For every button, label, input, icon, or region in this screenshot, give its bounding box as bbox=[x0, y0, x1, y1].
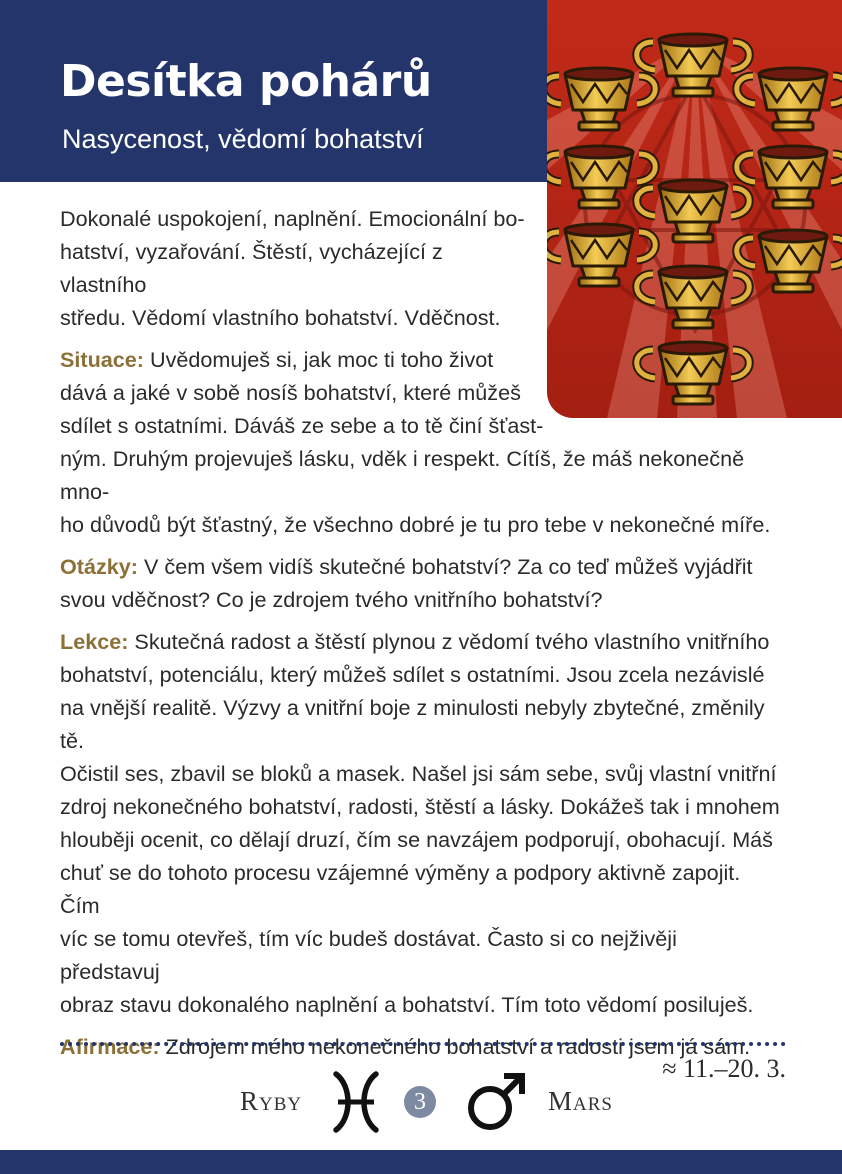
affirmation-label: Afirmace: bbox=[60, 1034, 160, 1059]
situation-line: ným. Druhým projevuješ lásku, vděk i respekt. Cítíš, že máš nekonečně mno- bbox=[60, 446, 745, 504]
pisces-icon bbox=[330, 1070, 382, 1139]
card-description bbox=[60, 202, 780, 1072]
situation-line: ho důvodů být šťastný, že všechno dobré je tu pro tebe v nekonečné míře. bbox=[60, 512, 771, 537]
affirmation-text: Zdrojem mého nekonečného bohatství a radosti jsem já sám. bbox=[165, 1034, 751, 1059]
mars-icon bbox=[464, 1070, 530, 1139]
lesson-line: Očistil ses, zbavil se bloků a masek. Našel jsi sám sebe, svůj vlastní vnitřní bbox=[60, 761, 777, 786]
questions-line: svou vděčnost? Co je zdrojem tvého vnitřního bohatství? bbox=[60, 587, 603, 612]
title-banner bbox=[0, 0, 547, 182]
lesson-paragraph bbox=[60, 625, 780, 1021]
questions-paragraph bbox=[60, 550, 780, 616]
lesson-line: hlouběji ocenit, co dělají druzí, čím se navzájem podporují, obohacují. Máš bbox=[60, 827, 773, 852]
situation-line: Uvědomuješ si, jak moc ti toho život bbox=[150, 347, 494, 372]
situation-line: dává a jaké v sobě nosíš bohatství, které můžeš bbox=[60, 380, 521, 405]
footer-divider bbox=[60, 1042, 786, 1046]
bottom-bar bbox=[0, 1150, 842, 1174]
lesson-line: víc se tomu otevřeš, tím víc budeš dostávat. Často si co nejživěji představuj bbox=[60, 926, 677, 984]
lesson-label: Lekce: bbox=[60, 629, 129, 654]
intro-line: středu. Vědomí vlastního bohatství. Vděčnost. bbox=[60, 305, 501, 330]
questions-label: Otázky: bbox=[60, 554, 139, 579]
card-subtitle: Nasycenost, vědomí bohatství bbox=[62, 124, 424, 154]
lesson-line: zdroj nekonečného bohatství, radosti, štěstí a lásky. Dokážeš tak i mnohem bbox=[60, 794, 780, 819]
date-range: ≈ 11.–20. 3. bbox=[662, 1054, 786, 1083]
questions-line: V čem všem vidíš skutečné bohatství? Za co teď můžeš vyjádřit bbox=[144, 554, 753, 579]
intro-line: Dokonalé uspokojení, naplnění. Emocionální bo- bbox=[60, 206, 525, 231]
lesson-line: obraz stavu dokonalého naplnění a bohatství. Tím toto vědomí posiluješ. bbox=[60, 992, 754, 1017]
astrology-footer bbox=[0, 1068, 842, 1136]
decan-badge: 3 bbox=[404, 1086, 436, 1118]
situation-label: Situace: bbox=[60, 347, 145, 372]
situation-line: sdílet s ostatními. Dáváš ze sebe a to tě činí šťast- bbox=[60, 413, 544, 438]
lesson-line: na vnější realitě. Výzvy a vnitřní boje z minulosti nebyly zbytečné, změnily tě. bbox=[60, 695, 765, 753]
lesson-line: bohatství, potenciálu, který můžeš sdílet s ostatními. Jsou zcela nezávislé bbox=[60, 662, 765, 687]
situation-paragraph bbox=[60, 343, 780, 541]
lesson-line: Skutečná radost a štěstí plynou z vědomí tvého vlastního vnitřního bbox=[134, 629, 770, 654]
zodiac-sign-name: Ryby bbox=[240, 1086, 303, 1116]
intro-paragraph bbox=[60, 202, 525, 334]
lesson-line: chuť se do tohoto procesu vzájemné výměny a podpory aktivně zapojit. Čím bbox=[60, 860, 741, 918]
planet-name: Mars bbox=[548, 1086, 613, 1116]
card-title: Desítka pohárů bbox=[60, 56, 432, 107]
intro-line: hatství, vyzařování. Štěstí, vycházející z vlastního bbox=[60, 239, 443, 297]
